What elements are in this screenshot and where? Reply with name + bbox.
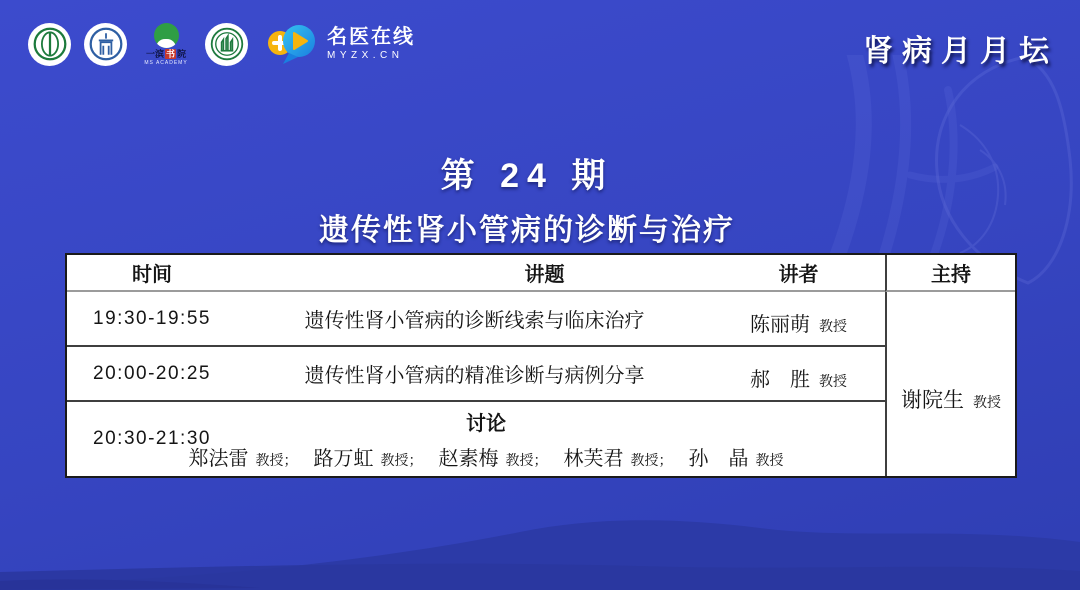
discussion-panelists [189,442,784,471]
blue-hospital-seal-logo [84,23,127,66]
session-number: 第 24 期 [440,157,614,195]
myzx-domain: MYZX.CN [327,50,404,61]
separator: ； [283,452,298,468]
session-topic: 遗传性肾小管病的诊断与治疗 [319,214,735,247]
panelist-name: 路万虹 [313,448,374,470]
green-academy-seal-logo [205,23,248,66]
academy-seal-icon [209,26,245,62]
host-name: 谢院生 [901,389,964,412]
separator: ； [658,452,673,468]
panelist-title: 教授 [505,452,534,468]
schedule-table [65,253,1017,478]
session-heading [0,148,1067,249]
myzx-name: 名医在线 [327,26,415,48]
header-time: 时间 [67,255,237,292]
blue-seal-icon [88,26,124,62]
row2-speaker [712,347,885,402]
panelist-title: 教授 [255,452,284,468]
separator: ； [408,452,423,468]
panelist-title: 教授 [630,452,659,468]
panelist-name: 林芙君 [563,448,624,470]
ms-academy-subtext: MS ACADEMY [144,59,188,66]
row3-time: 20:30-21:30 [93,428,211,449]
myzx-logo [267,21,415,67]
discussion-cell [188,402,885,476]
panelist-name: 赵素梅 [438,448,499,470]
row2-topic: 遗传性肾小管病的精准诊断与病例分享 [237,347,712,402]
header-topic: 讲题 [237,255,712,292]
separator: ； [533,452,548,468]
ms-academy-sun-icon [154,23,179,48]
speaker-title: 教授 [819,318,847,334]
row2-time: 20:00-20:25 [67,347,237,402]
speaker-title: 教授 [819,373,847,389]
row1-time: 19:30-19:55 [67,292,237,347]
green-hospital-seal-logo [28,23,71,66]
panelist-name: 郑法雷 [188,448,249,470]
ms-academy-name: 一 滨 书 院 [145,48,187,59]
green-seal-icon [32,26,68,62]
header-speaker: 讲者 [712,255,885,292]
host-title: 教授 [973,394,1001,410]
host-cell [885,292,1015,476]
ms-academy-logo [140,23,192,66]
row1-topic: 遗传性肾小管病的诊断线索与临床治疗 [237,292,712,347]
banner-title: 肾病月月坛 [863,35,1058,68]
myzx-bubble-icon [267,21,319,67]
panelist-title: 教授 [755,452,784,468]
panelist-name: 孙 晶 [688,448,749,470]
header-host: 主持 [885,255,1015,292]
discussion-label: 讨论 [466,413,506,435]
logo-strip [28,17,415,71]
speaker-name: 郝 胜 [750,369,810,391]
panelist-title: 教授 [380,452,409,468]
speaker-name: 陈丽萌 [750,314,810,336]
row1-speaker [712,292,885,347]
mountain-silhouette [0,470,1080,590]
